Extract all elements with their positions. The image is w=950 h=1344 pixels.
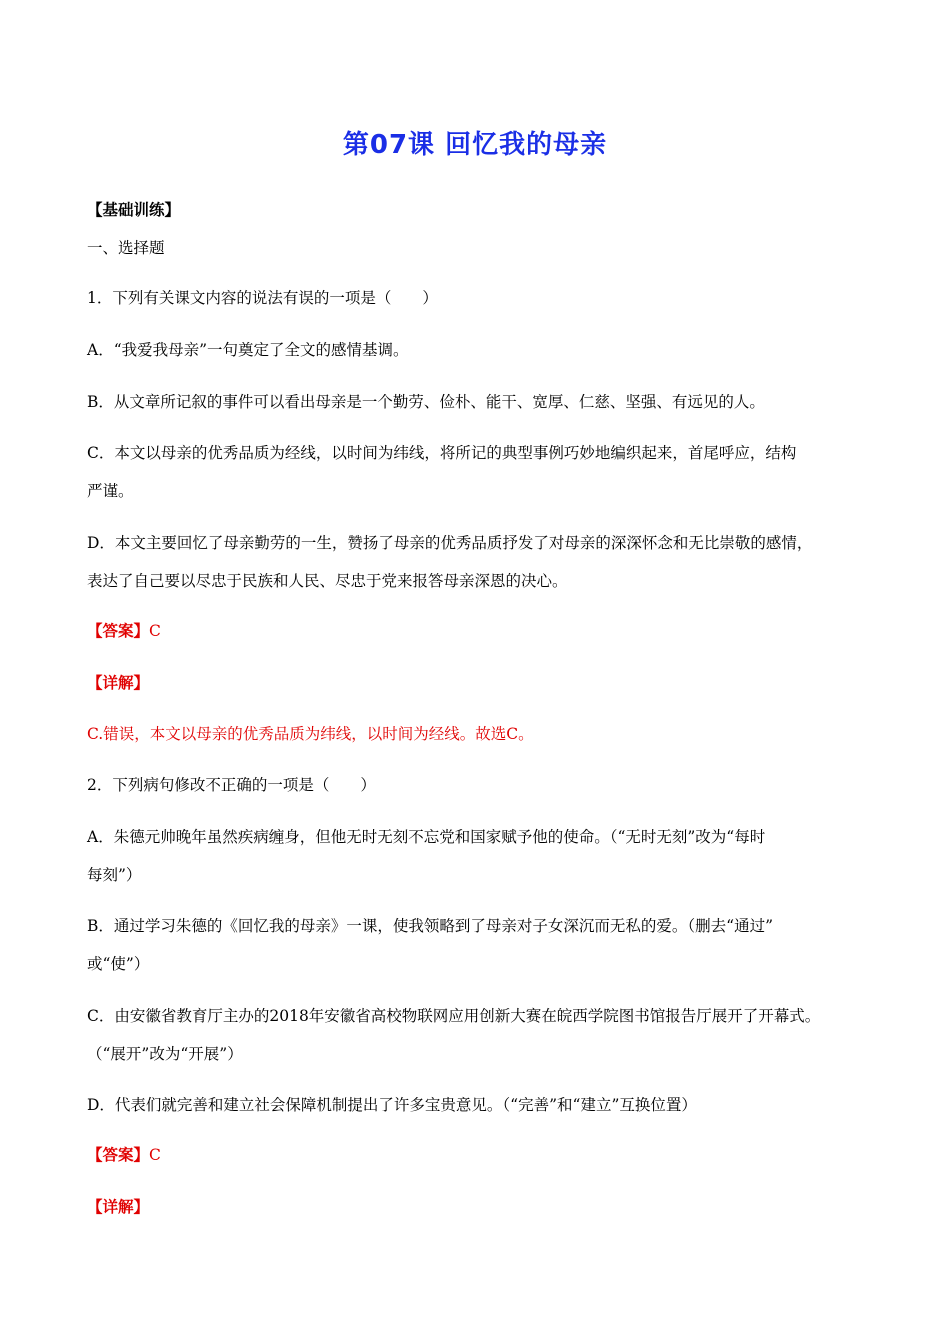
q2-answer bbox=[87, 1144, 877, 1166]
q1-answer-label: 【答案】 bbox=[87, 621, 150, 640]
q1-option-b: B．从文章所记叙的事件可以看出母亲是一个勤劳、俭朴、能干、宽厚、仁慈、坚强、有远见的人。 bbox=[87, 393, 765, 411]
q1-answer bbox=[87, 620, 877, 642]
q1-option-d-line2: 表达了自己要以尽忠于民族和人民、尽忠于党来报答母亲深恩的决心。 bbox=[87, 572, 568, 590]
q1-stem: 1．下列有关课文内容的说法有误的一项是（ ） bbox=[87, 289, 438, 307]
q1-option-a: A．“我爱我母亲”一句奠定了全文的感情基调。 bbox=[87, 341, 409, 359]
q1-option-d-line1: D．本文主要回忆了母亲勤劳的一生，赞扬了母亲的优秀品质抒发了对母亲的深深怀念和无比崇敬的感情， bbox=[87, 534, 813, 552]
q2-option-a-line1: A．朱德元帅晚年虽然疾病缠身，但他无时无刻不忘党和国家赋予他的使命。（“无时无刻”改为“每时 bbox=[87, 828, 766, 846]
subsection-heading: 一、选择题 bbox=[87, 239, 165, 257]
q1-detail-label: 【详解】 bbox=[87, 673, 150, 692]
q1-option-c-line2: 严谨。 bbox=[87, 482, 134, 500]
q2-answer-value: C bbox=[149, 1146, 161, 1164]
q2-option-b-line1: B．通过学习朱德的《回忆我的母亲》一课，使我领略到了母亲对子女深沉而无私的爱。（删去“通过” bbox=[87, 917, 773, 935]
q2-option-c-line1: C．由安徽省教育厅主办的2018年安徽省高校物联网应用创新大赛在皖西学院图书馆报告厅展开了开幕式。 bbox=[87, 1007, 821, 1025]
q1-option-c-line1: C．本文以母亲的优秀品质为经线，以时间为纬线，将所记的典型事例巧妙地编织起来，首尾呼应，结构 bbox=[87, 444, 797, 462]
q2-option-d: D．代表们就完善和建立社会保障机制提出了许多宝贵意见。（“完善”和“建立”互换位置） bbox=[87, 1096, 697, 1114]
q2-stem: 2．下列病句修改不正确的一项是（ ） bbox=[87, 776, 376, 794]
q2-option-c-line2: （“展开”改为“开展”） bbox=[87, 1045, 243, 1063]
q2-detail-label: 【详解】 bbox=[87, 1197, 150, 1216]
q2-option-a-line2: 每刻”） bbox=[87, 866, 142, 884]
q1-answer-value: C bbox=[149, 622, 161, 640]
q2-option-b-line2: 或“使”） bbox=[87, 955, 150, 973]
q2-answer-label: 【答案】 bbox=[87, 1145, 150, 1164]
q1-detail-text: C.错误，本文以母亲的优秀品质为纬线，以时间为经线。故选C。 bbox=[87, 725, 534, 743]
section-heading: 【基础训练】 bbox=[87, 200, 181, 219]
page-title: 第07课 回忆我的母亲 bbox=[342, 130, 608, 160]
